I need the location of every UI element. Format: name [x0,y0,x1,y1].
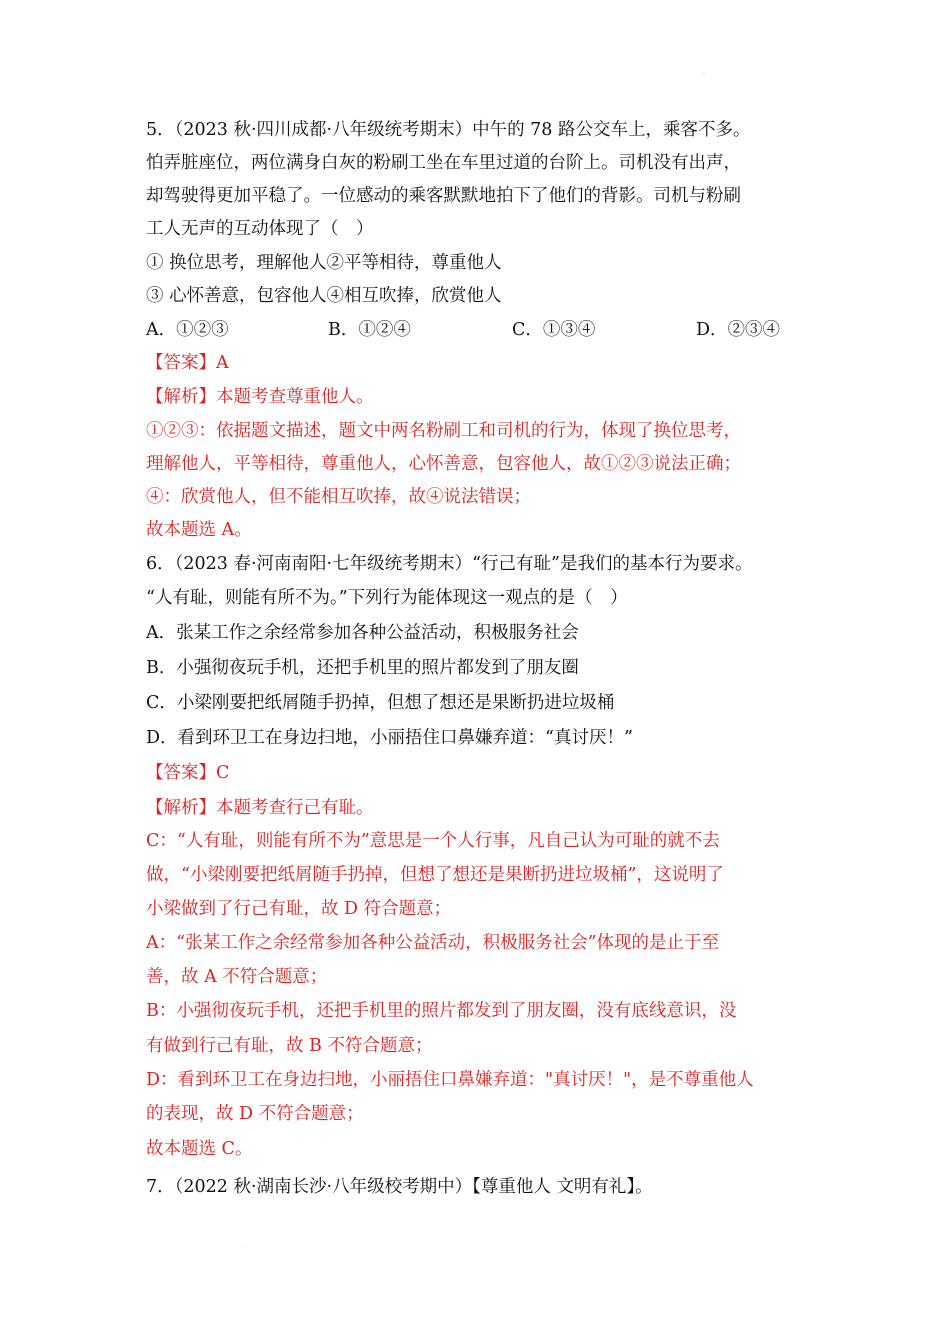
q5-analysis-line: ①②③：依据题文描述，题文中两名粉刷工和司机的行为，体现了换位思考， [146,421,741,441]
q6-analysis-line: 【解析】本题考查行己有耻。 [146,798,374,818]
q6-analysis-line: D：看到环卫工在身边扫地，小丽捂住口鼻嫌弃道："真讨厌！"，是不尊重他人 [146,1070,754,1090]
q6-option-c: C．小梁刚要把纸屑随手扔掉，但想了想还是果断扔进垃圾桶 [146,693,615,713]
q6-stem-line: “人有耻，则能有所不为。”下列行为能体现这一观点的是（ ） [146,588,628,608]
q6-analysis-line: 小梁做到了行己有耻，故 D 符合题意； [146,899,452,919]
q5-stem-line: 工人无声的互动体现了（ ） [146,219,374,239]
q5-stem-line: 怕弄脏座位，两位满身白灰的粉刷工坐在车里过道的台阶上。司机没有出声， [146,153,741,173]
q5-analysis-line: 故本题选 A。 [146,520,252,540]
q5-stem-line: 5．（2023 秋·四川成都·八年级统考期末）中午的 78 路公交车上，乘客不多。 [146,120,751,140]
q7-stem-line: 7．（2022 秋·湖南长沙·八年级校考期中）【尊重他人 文明有礼】。 [146,1177,653,1197]
q5-statement: ① 换位思考，理解他人②平等相待，尊重他人 [146,253,502,273]
q6-option-b: B．小强彻夜玩手机，还把手机里的照片都发到了朋友圈 [146,658,579,678]
q6-option-d: D．看到环卫工在身边扫地，小丽捂住口鼻嫌弃道：“真讨厌！” [146,728,633,748]
q6-analysis-line: 做，“小梁刚要把纸屑随手扔掉，但想了想还是果断扔进垃圾桶”，这说明了 [146,865,724,885]
q6-analysis-line: 的表现，故 D 不符合题意； [146,1104,364,1124]
q6-analysis-line: B：小强彻夜玩手机，还把手机里的照片都发到了朋友圈，没有底线意识，没 [146,1001,737,1021]
q6-analysis-line: 有做到行己有耻，故 B 不符合题意； [146,1036,433,1056]
q6-stem-line: 6．（2023 春·河南南阳·七年级统考期末）“行己有耻”是我们的基本行为要求。 [146,554,753,574]
q6-analysis-line: A：“张某工作之余经常参加各种公益活动，积极服务社会”体现的是止于至 [146,933,720,953]
q5-analysis-line: 理解他人，平等相待，尊重他人，心怀善意，包容他人，故①②③说法正确； [146,454,741,474]
q6-analysis-line: C：“人有耻，则能有所不为”意思是一个人行事，凡自己认为可耻的就不去 [146,831,720,851]
q6-analysis-line: 故本题选 C。 [146,1139,253,1159]
q6-option-a: A．张某工作之余经常参加各种公益活动，积极服务社会 [146,623,579,643]
q5-option-c: C．①③④ [512,320,596,340]
q5-stem-line: 却驾驶得更加平稳了。一位感动的乘客默默地拍下了他们的背影。司机与粉刷 [146,186,741,206]
q5-analysis-line: ④：欣赏他人，但不能相互吹捧，故④说法错误； [146,487,531,507]
q5-statement: ③ 心怀善意，包容他人④相互吹捧，欣赏他人 [146,286,502,306]
q6-answer: 【答案】C [146,763,230,783]
q5-option-b: B．①②④ [328,320,411,340]
q5-answer: 【答案】A [146,353,229,373]
q5-analysis-line: 【解析】本题考查尊重他人。 [146,387,374,407]
q5-option-a: A．①②③ [146,320,229,340]
q6-analysis-line: 善，故 A 不符合题意； [146,967,328,987]
q5-option-d: D．②③④ [696,320,781,340]
page-mark: · [244,1244,246,1251]
page-mark: · [703,70,705,77]
